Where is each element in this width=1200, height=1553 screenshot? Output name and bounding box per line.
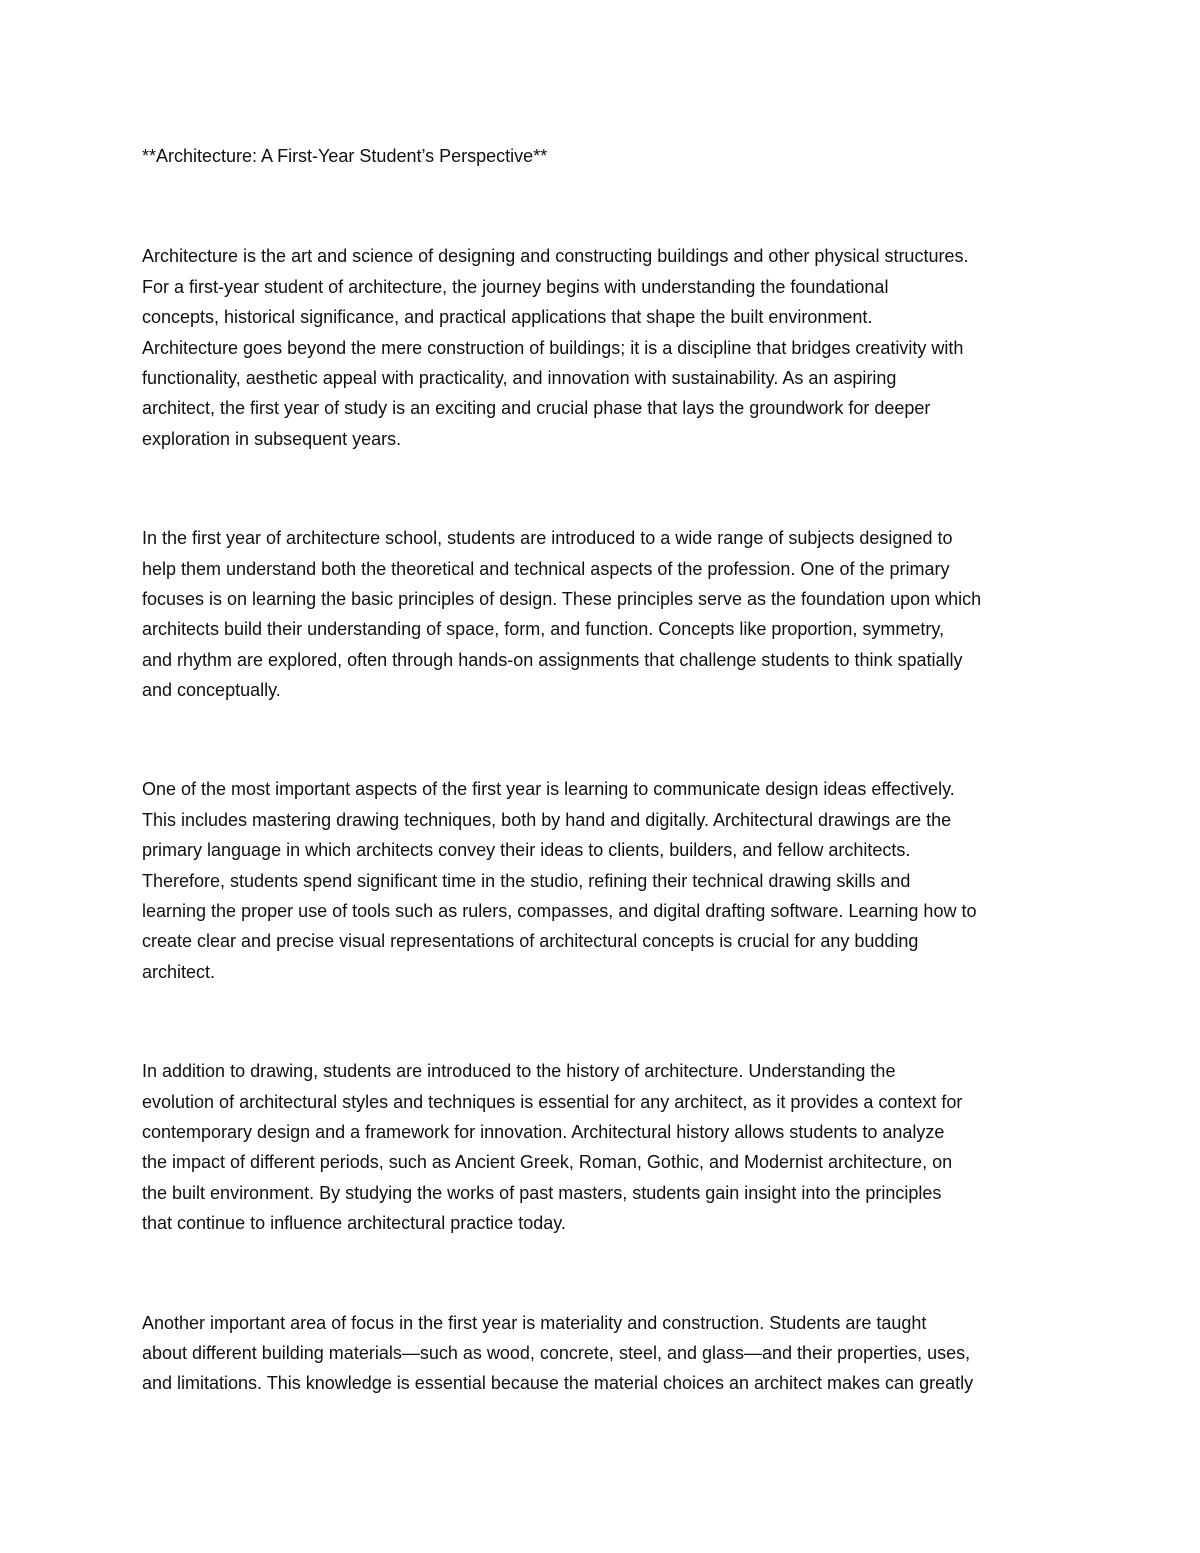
paragraph-line: In addition to drawing, students are introduced to the history of architecture. Understanding the	[142, 1061, 896, 1082]
paragraph-2	[142, 523, 1062, 705]
paragraph-line: architect, the first year of study is an exciting and crucial phase that lays the groundwork for deeper	[142, 398, 931, 419]
paragraph-line: and conceptually.	[142, 680, 281, 701]
paragraph-line: help them understand both the theoretical and technical aspects of the profession. One of the primary	[142, 558, 950, 579]
paragraph-line: create clear and precise visual representations of architectural concepts is crucial for any budding	[142, 931, 919, 952]
paragraph-line: primary language in which architects convey their ideas to clients, builders, and fellow architects.	[142, 840, 911, 861]
paragraph-line: architect.	[142, 961, 216, 982]
paragraph-line: This includes mastering drawing techniques, both by hand and digitally. Architectural drawings are the	[142, 809, 952, 830]
paragraph-line: learning the proper use of tools such as rulers, compasses, and digital drafting software. Learning how to	[142, 901, 977, 922]
paragraph-line: exploration in subsequent years.	[142, 428, 402, 449]
paragraph-line: contemporary design and a framework for innovation. Architectural history allows students to analyze	[142, 1122, 945, 1142]
paragraph-line: and limitations. This knowledge is essential because the material choices an architect makes can greatly	[142, 1373, 974, 1394]
paragraph-line: For a first-year student of architecture, the journey begins with understanding the foundational	[142, 276, 889, 297]
paragraph-line: focuses is on learning the basic principles of design. These principles serve as the foundation upon which	[142, 588, 982, 609]
paragraph-line: One of the most important aspects of the first year is learning to communicate design ideas effectively.	[142, 779, 955, 800]
paragraph-line: about different building materials—such as wood, concrete, steel, and glass—and their properties, uses,	[142, 1342, 971, 1363]
paragraph-line: evolution of architectural styles and techniques is essential for any architect, as it provides a context for	[142, 1091, 963, 1112]
paragraph-5	[142, 1308, 1062, 1399]
paragraph-line: Therefore, students spend significant time in the studio, refining their technical drawing skills and	[142, 870, 911, 891]
paragraph-line: In the first year of architecture school, students are introduced to a wide range of subjects designed to	[142, 528, 953, 549]
paragraph-3	[142, 774, 1062, 987]
document-body	[142, 141, 1062, 1468]
document-title: **Architecture: A First-Year Student’s Perspective**	[142, 146, 548, 166]
paragraph-line: concepts, historical significance, and practical applications that shape the built environment.	[142, 307, 873, 328]
paragraph-1	[142, 241, 1062, 454]
paragraph-line: Architecture is the art and science of designing and constructing buildings and other physical structures.	[142, 246, 969, 267]
paragraph-4	[142, 1056, 1062, 1238]
paragraph-line: Architecture goes beyond the mere construction of buildings; it is a discipline that bridges creativity with	[142, 337, 964, 358]
paragraph-line: Another important area of focus in the first year is materiality and construction. Students are taught	[142, 1312, 927, 1333]
paragraph-line: the impact of different periods, such as Ancient Greek, Roman, Gothic, and Modernist architecture, on	[142, 1152, 953, 1173]
paragraph-line: functionality, aesthetic appeal with practicality, and innovation with sustainability. As an aspiring	[142, 367, 897, 388]
paragraph-line: architects build their understanding of space, form, and function. Concepts like proportion, symmetry,	[142, 619, 945, 640]
paragraph-line: that continue to influence architectural practice today.	[142, 1213, 566, 1234]
paragraph-line: the built environment. By studying the works of past masters, students gain insight into the principles	[142, 1182, 942, 1203]
paragraph-line: and rhythm are explored, often through hands-on assignments that challenge students to think spatially	[142, 649, 963, 670]
